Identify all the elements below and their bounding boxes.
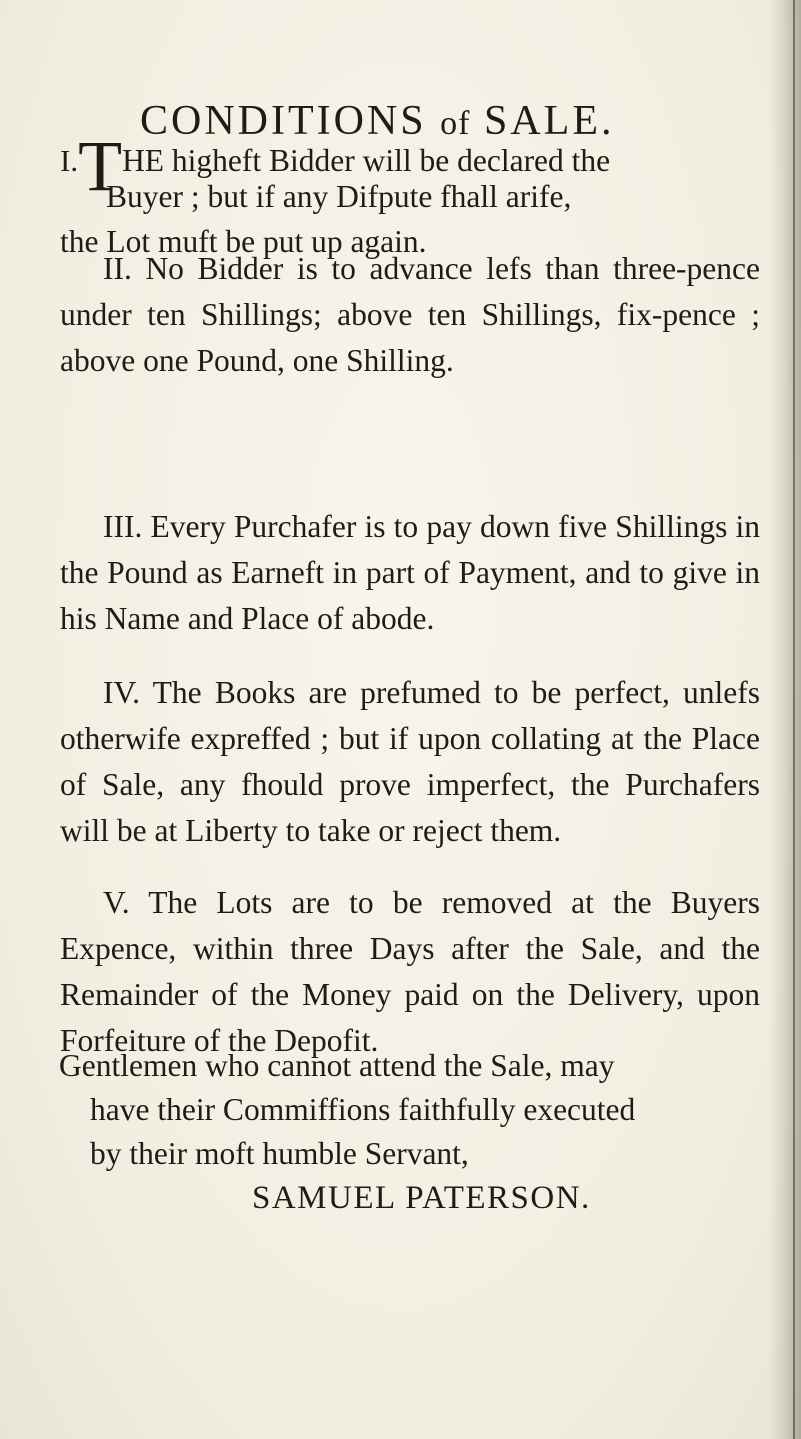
condition-1-dropcap: T (78, 126, 123, 206)
condition-2-text: No Bidder is to advance lefs than three-pence under ten Shillings; above ten Shillings, fix-pence ; above one Pound, one Shilling. (60, 251, 760, 378)
title-main: CONDITIONS (140, 98, 427, 144)
condition-1-line-3: the Lot muft be put up again. (60, 224, 427, 259)
page-edge (793, 0, 795, 1439)
signature: SAMUEL PATERSON. (252, 1180, 591, 1216)
condition-4-text: The Books are prefumed to be perfect, unlefs otherwife expreffed ; but if upon collating at the Place of Sale, any fhould prove imperfect, the Purchafers will be at Liberty to take or reject them. (60, 675, 760, 848)
title-of: of (440, 105, 471, 142)
condition-3-text: Every Purchafer is to pay down five Shillings in the Pound as Earneft in part of Payment, and to give in his Name and Place of abode. (60, 509, 760, 636)
condition-3-numeral: III. (103, 509, 143, 544)
title-sale: SALE. (483, 98, 615, 144)
note-line-1: Gentlemen who cannot attend the Sale, may (59, 1048, 615, 1083)
note-line-3: by their moft humble Servant, (90, 1136, 469, 1171)
condition-3 (60, 504, 760, 642)
condition-5-numeral: V. (103, 885, 130, 920)
note-line-2: have their Commiffions faithfully executed (90, 1092, 636, 1127)
condition-1-numeral: I. (60, 143, 79, 178)
condition-2 (60, 246, 760, 384)
condition-4-numeral: IV. (103, 675, 141, 710)
condition-1-line-2: Buyer ; but if any Difpute fhall arife, (106, 179, 572, 214)
condition-5-text: The Lots are to be removed at the Buyers Expence, within three Days after the Sale, and the Remainder of the Money paid on the Delivery, upon Forfeiture of the Depofit. (60, 885, 760, 1058)
condition-1-text-line-1: HE higheft Bidder will be declared the (122, 143, 611, 178)
condition-4 (60, 670, 760, 854)
condition-5 (60, 880, 760, 1064)
commissions-note (59, 1044, 769, 1176)
condition-2-numeral: II. (103, 251, 132, 286)
